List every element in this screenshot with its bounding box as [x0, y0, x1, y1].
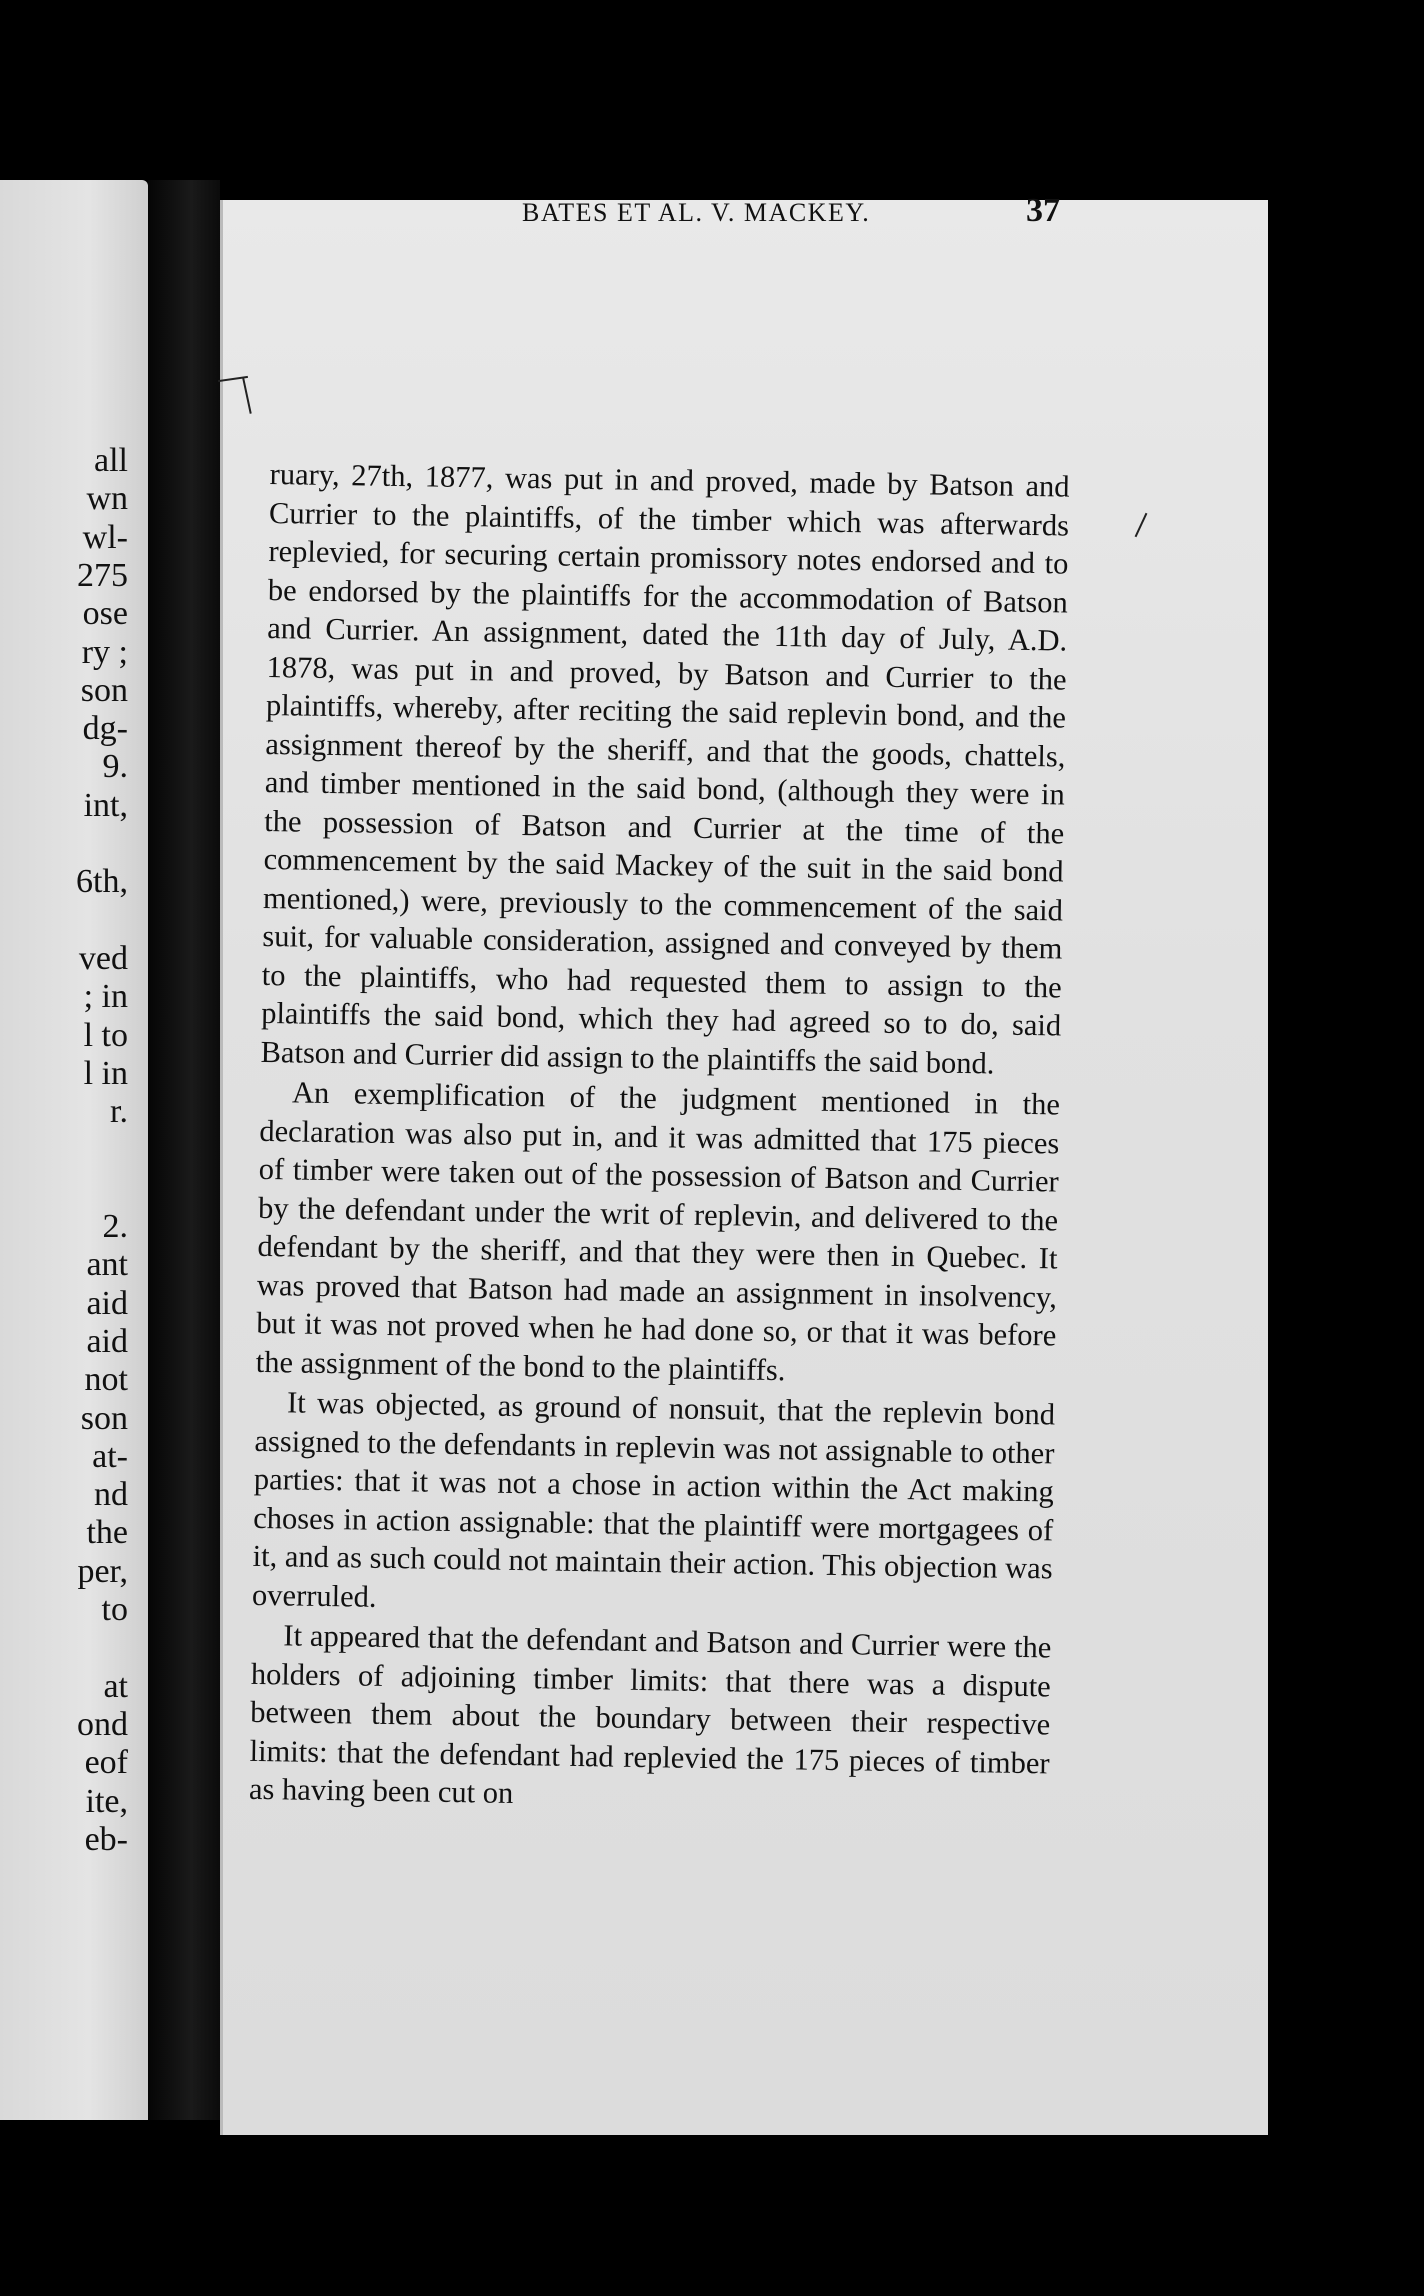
previous-page-fragment: int, — [83, 786, 128, 824]
running-title: BATES ET AL. V. MACKEY. — [522, 198, 871, 227]
page-number: 37 — [1026, 192, 1060, 229]
previous-page-fragment: 9. — [102, 748, 128, 786]
previous-page-fragment: eof — [84, 1744, 128, 1782]
previous-page-fragment: ite, — [85, 1782, 128, 1820]
previous-page-fragment: 6th, — [76, 863, 128, 901]
previous-page-fragment: not — [84, 1361, 128, 1399]
previous-page-fragment: at- — [92, 1437, 128, 1475]
previous-page-fragment: nd — [94, 1476, 128, 1514]
previous-page-fragment: ved — [78, 939, 128, 977]
previous-page-fragment: dg- — [82, 710, 128, 748]
running-head — [300, 192, 1060, 238]
previous-page-fragment: aid — [86, 1284, 128, 1322]
previous-page-fragment: 2. — [102, 1208, 128, 1245]
previous-page-fragment: ; in — [83, 978, 128, 1016]
previous-page-fragment: eb- — [84, 1820, 128, 1858]
previous-page-fragment: the — [86, 1514, 128, 1552]
previous-page-fragment: l to — [83, 1016, 128, 1054]
paragraph: An exemplification of the judgment mentioned in the declaration was also put in, and it was admitted that 175 pieces of timber were taken out of the possession of Batson and Currier by the defendant under the writ of replevin, and delivered to the defendant by the sheriff, and that they were then in Quebec. It was proved that Batson had made an assignment in insolvency, but it was not proved when he had done so, or that it was before the assignment of the bond to the plaintiffs. — [255, 1075, 1061, 1387]
previous-page-fragment: aid — [86, 1322, 128, 1360]
previous-page-fragment: ond — [77, 1705, 128, 1743]
body-text — [249, 455, 1070, 1821]
previous-page-fragment: ry ; — [81, 633, 128, 671]
previous-page-fragment: wl- — [82, 518, 128, 556]
paragraph: It appeared that the defendant and Batson and Currier were the holders of adjoining timber limits: that there was a dispute between them about the boundary between their respective limits: that the defendant had replevied the 175 pieces of timber as having been cut on — [248, 1618, 1052, 1810]
previous-page-fragment: all — [94, 442, 128, 479]
previous-page-fragment: son — [80, 671, 128, 709]
previous-page-fragment: ant — [86, 1246, 128, 1284]
previous-page-fragment: 275 — [77, 556, 128, 594]
book-gutter — [148, 180, 220, 2120]
previous-page-fragment: at — [103, 1667, 128, 1705]
previous-page-edge — [0, 180, 148, 2120]
previous-page-fragment: r. — [110, 1093, 128, 1131]
previous-page-fragment: son — [80, 1399, 128, 1437]
previous-page-fragment: per, — [77, 1552, 128, 1590]
paragraph: It was objected, as ground of nonsuit, that the replevin bond assigned to the defendants in replevin was not assignable to other parties: that it was not a chose in action within the Act making choses in action assignable: that the plaintiff were mortgagees of it, and as such could not maintain their action. This objection was overruled. — [251, 1385, 1056, 1614]
previous-page-fragment: ose — [82, 595, 128, 633]
previous-page-fragment: to — [101, 1591, 128, 1628]
paragraph: ruary, 27th, 1877, was put in and proved, made by Batson and Currier to the plaintiffs, of the timber which was afterwards replevied, for securing certain promissory notes endorsed and to be endorsed by the plaintiffs for the accommodation of Batson and Currier. An assignment, dated the 11th day of July, A.D. 1878, was put in and proved, by Batson and Currier to the plaintiffs, whereby, after reciting the said replevin bond, and the assignment thereof by the sheriff, and that the goods, chattels, and timber mentioned in the said bond, (although they were in the possession of Batson and Currier at the time of the commencement by the said Mackey of the suit in the said bond mentioned,) were, previously to the commencement of the said suit, for valuable consideration, assigned and conveyed by them to the plaintiffs, who had requested them to assign to the plaintiffs the said bond, which they had agreed so to do, said Batson and Currier did assign to the plaintiffs the said bond. — [260, 456, 1070, 1080]
previous-page-fragment: wn — [86, 480, 128, 518]
previous-page-fragment: l in — [83, 1054, 128, 1092]
